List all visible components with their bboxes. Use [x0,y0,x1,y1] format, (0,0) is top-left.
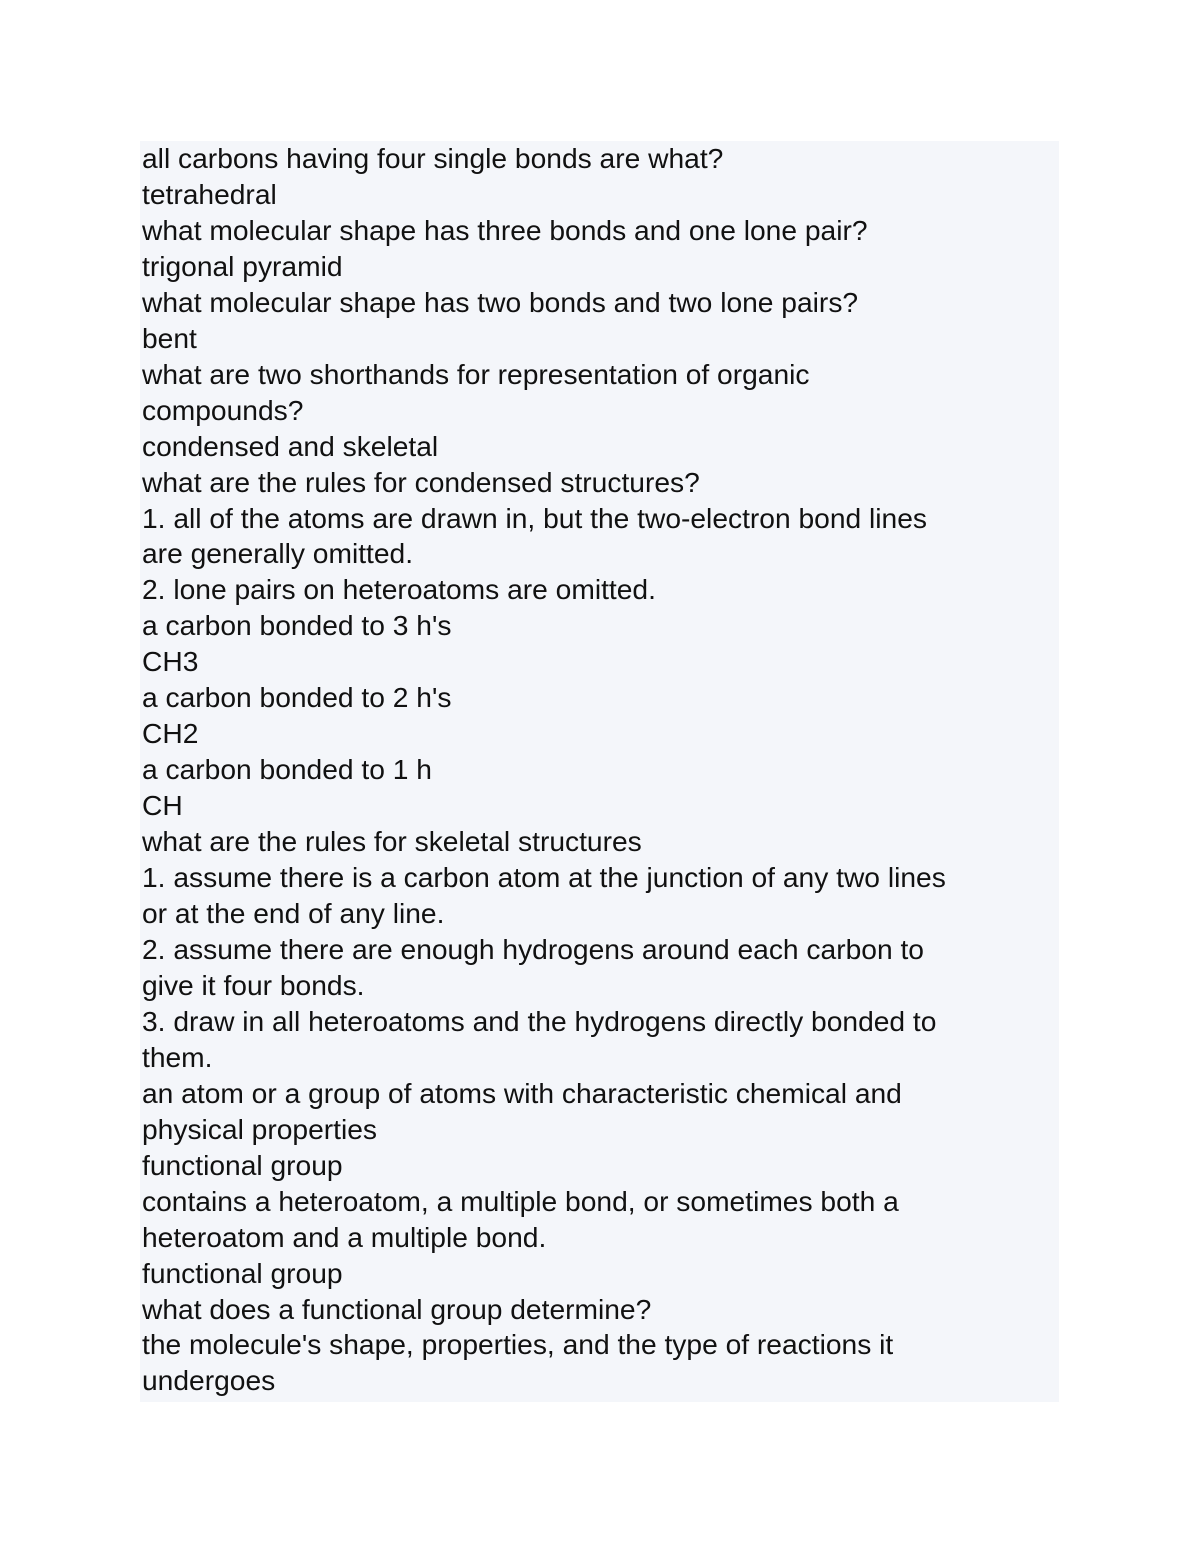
text-line: condensed and skeletal [142,429,439,462]
text-line: undergoes [142,1364,276,1397]
text-line: 1. all of the atoms are drawn in, but the two-electron bond lines [142,501,927,534]
text-line: a carbon bonded to 2 h's [142,681,452,714]
text-line: all carbons having four single bonds are what? [142,142,724,174]
text-line: 1. assume there is a carbon atom at the junction of any two lines [142,861,946,894]
text-line: CH2 [142,717,199,750]
text-line: a carbon bonded to 3 h's [142,609,452,642]
text-line: give it four bonds. [142,968,365,1001]
text-line: CH3 [142,645,199,678]
text-line: what are the rules for condensed structures? [142,465,700,498]
text-line: bent [142,321,197,354]
text-line: are generally omitted. [142,537,414,570]
text-line: heteroatom and a multiple bond. [142,1220,547,1253]
text-line: contains a heteroatom, a multiple bond, or sometimes both a [142,1184,899,1217]
text-line: CH [142,789,183,822]
text-line: physical properties [142,1112,378,1145]
text-line: or at the end of any line. [142,897,445,930]
text-line: what are two shorthands for representation of organic [142,357,810,390]
text-line: a carbon bonded to 1 h [142,753,432,786]
text-line: functional group [142,1256,343,1289]
text-line: compounds? [142,393,304,426]
text-line: them. [142,1040,213,1073]
text-line: trigonal pyramid [142,249,343,282]
flashcard-text-block [140,141,1059,1402]
text-line: what molecular shape has three bonds and one lone pair? [142,213,868,246]
text-line: what molecular shape has two bonds and two lone pairs? [142,285,859,318]
text-line: tetrahedral [142,177,277,210]
text-line: 3. draw in all heteroatoms and the hydrogens directly bonded to [142,1004,937,1037]
text-line: functional group [142,1148,343,1181]
text-line: the molecule's shape, properties, and the type of reactions it [142,1328,894,1361]
text-line: what does a functional group determine? [142,1292,652,1325]
text-line: an atom or a group of atoms with characteristic chemical and [142,1076,902,1109]
text-line: what are the rules for skeletal structures [142,825,642,858]
text-line: 2. assume there are enough hydrogens around each carbon to [142,932,924,965]
text-line: 2. lone pairs on heteroatoms are omitted. [142,573,656,606]
